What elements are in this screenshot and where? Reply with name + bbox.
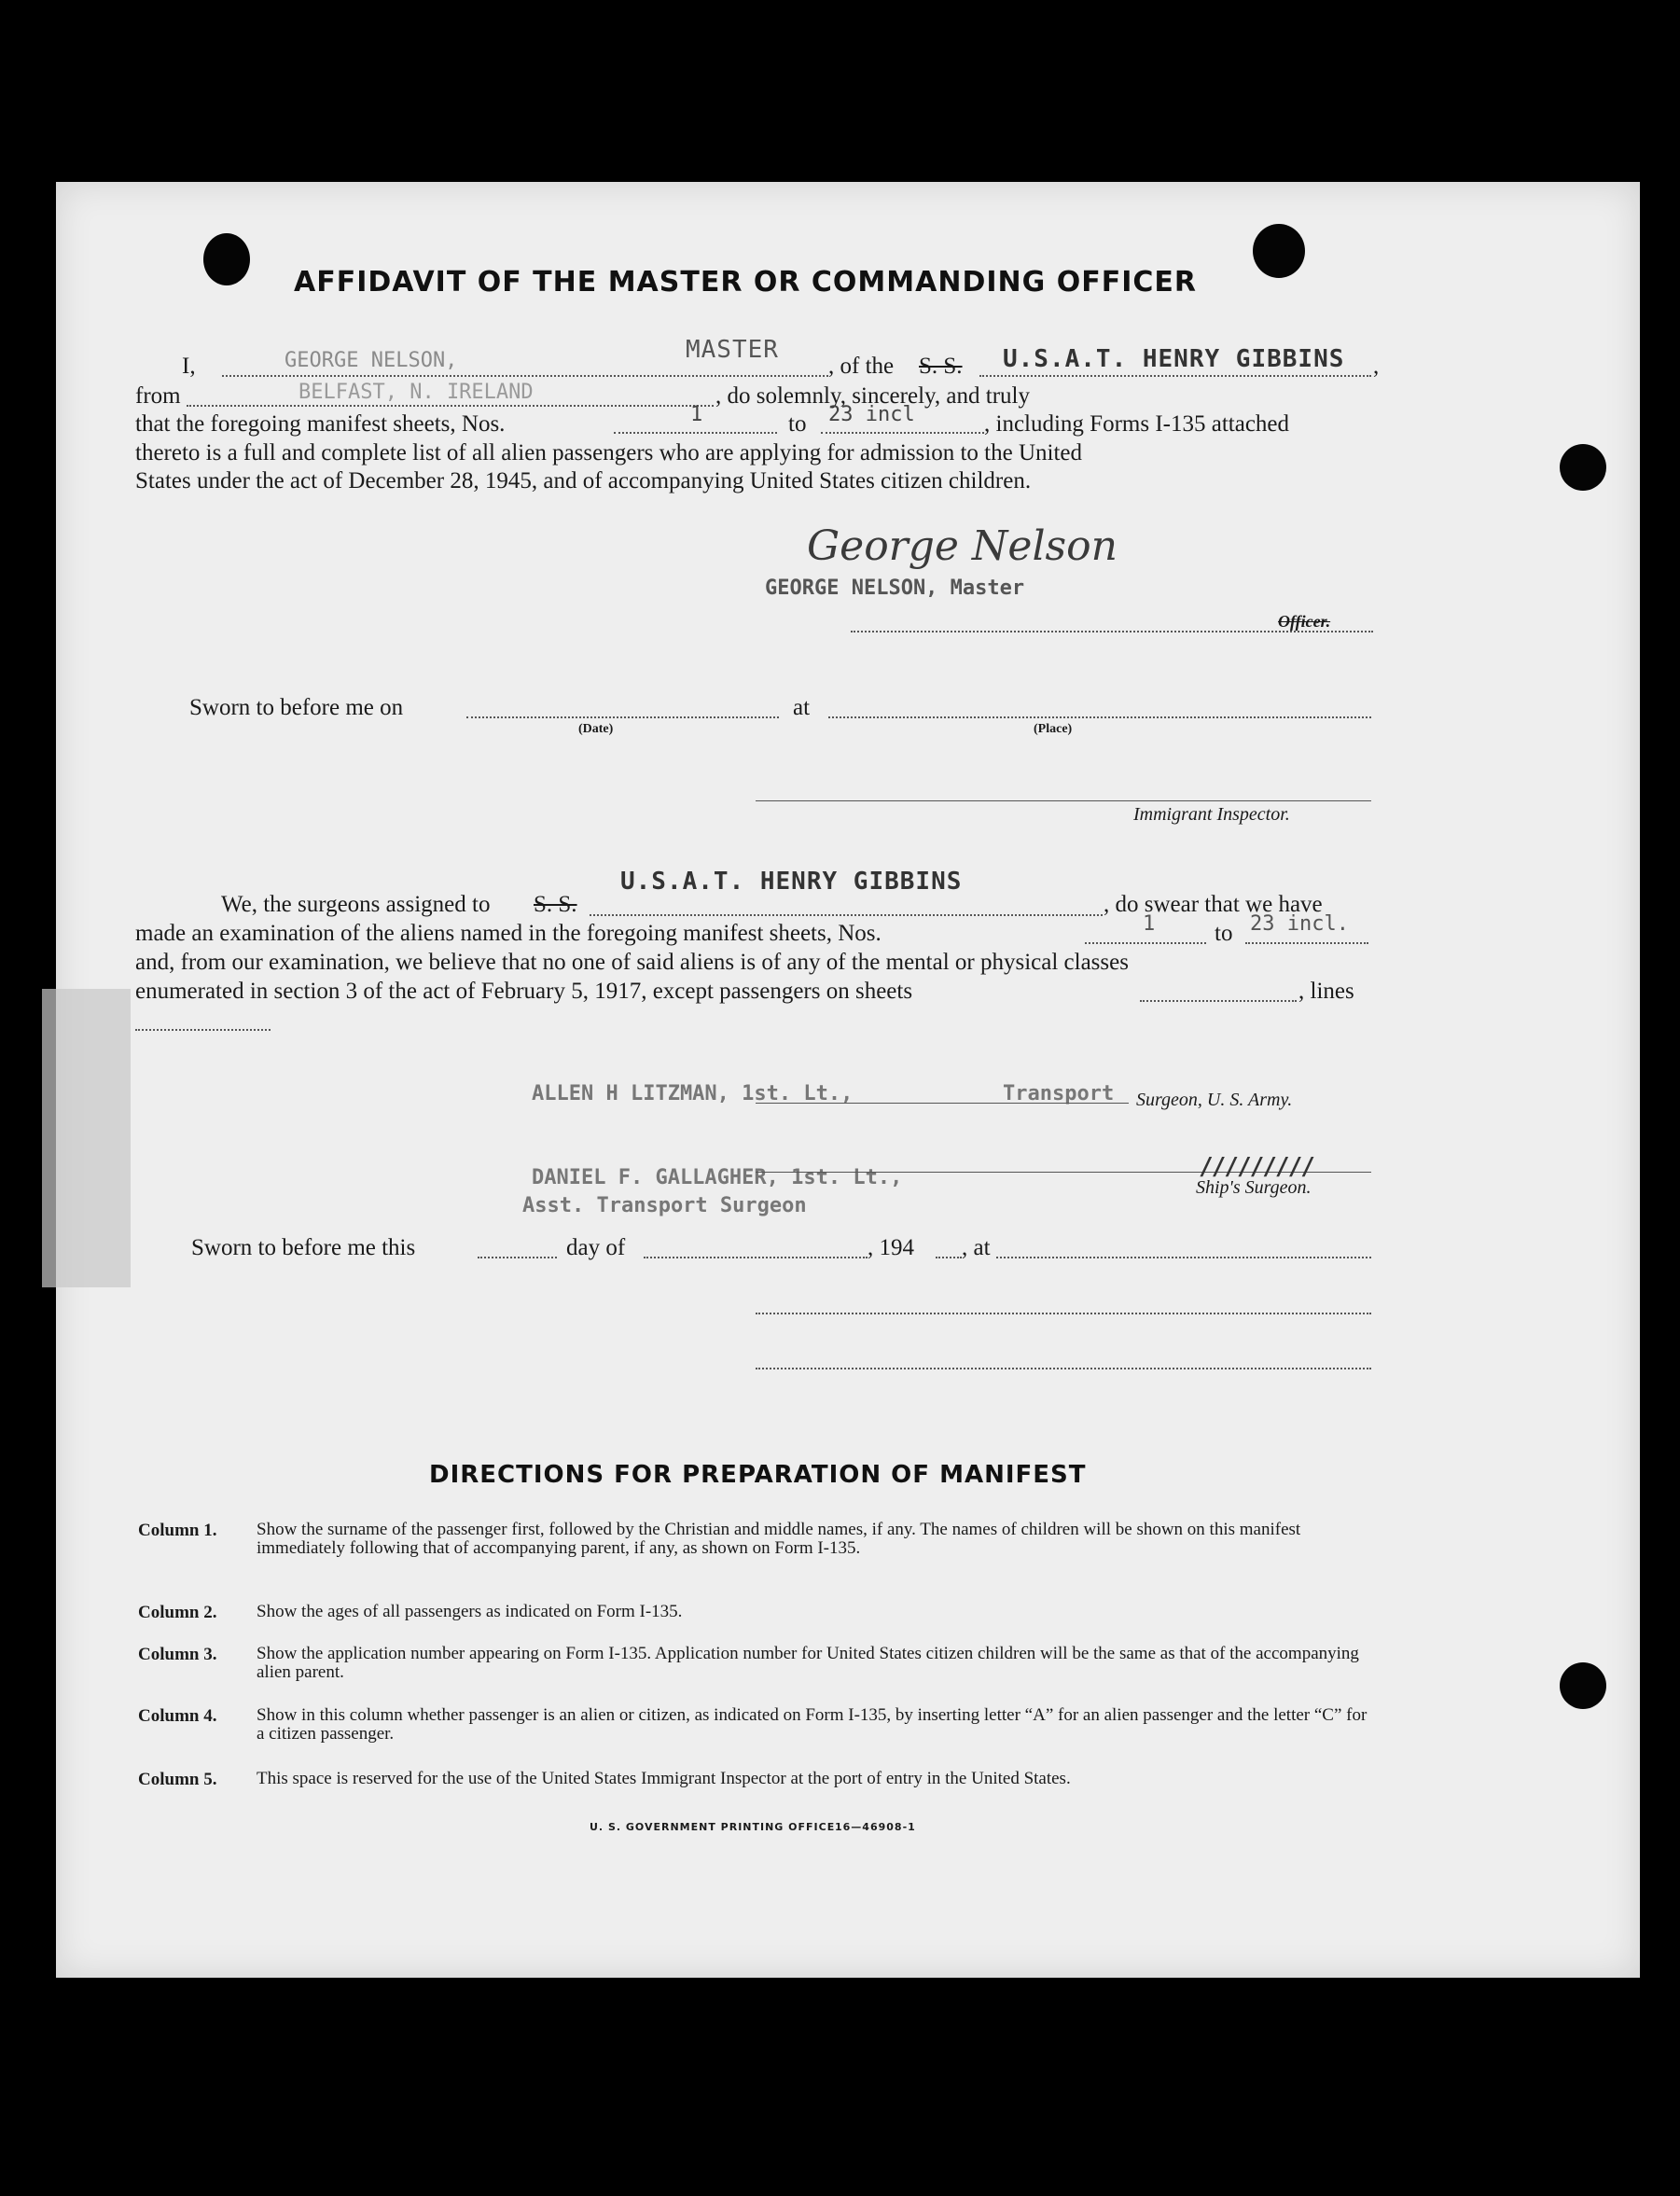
surgeons-from-line <box>1085 942 1206 944</box>
lines-continuation <box>135 1029 271 1031</box>
surgeons-line4: enumerated in section 3 of the act of February 5, 1917, except passengers on sheets <box>135 979 913 1004</box>
punch-hole-top-right <box>1253 224 1305 278</box>
except-sheets-line <box>1140 1000 1297 1002</box>
master-name: GEORGE NELSON, <box>285 349 458 372</box>
affidavit-line4: thereto is a full and complete list of all alien passengers who are applying for admission to the United <box>135 440 1083 466</box>
from-place-line <box>187 405 714 407</box>
including-forms-text: , including Forms I-135 attached <box>984 411 1290 437</box>
officer-struck: Officer. <box>1278 612 1331 631</box>
surgeon1-caption: Surgeon, U. S. Army. <box>1136 1090 1293 1110</box>
sheet-from: 1 <box>690 403 703 426</box>
printer-footer: U. S. GOVERNMENT PRINTING OFFICE <box>590 1821 836 1833</box>
sworn-at-label: at <box>793 695 811 720</box>
surgeon2-caption: Ship's Surgeon. <box>1196 1177 1312 1198</box>
direction-column5-label: Column 5. <box>138 1770 217 1789</box>
sworn2-sign-line2 <box>756 1368 1371 1369</box>
signer-typed-name: GEORGE NELSON, Master <box>765 577 1025 600</box>
surgeon2-typed-b: Asst. Transport Surgeon <box>522 1194 807 1217</box>
sworn2-at: , at <box>962 1235 991 1260</box>
affidavit-line5: States under the act of December 28, 1945, and of accompanying United States citizen children. <box>135 468 1032 493</box>
direction-column5-text: This space is reserved for the use of the United States Immigrant Inspector at the port of entry in the United States. <box>257 1769 1071 1788</box>
direction-column4-text: Show in this column whether passenger is an alien or citizen, as indicated on Form I-135, by inserting letter “A” for an alien passenger and the letter “C” for a citizen passenger. <box>257 1705 1368 1744</box>
sworn2-day-line <box>478 1257 557 1258</box>
inspector-caption: Immigrant Inspector. <box>1133 804 1290 825</box>
ship-name-line <box>979 375 1371 377</box>
directions-title: DIRECTIONS FOR PREPARATION OF MANIFEST <box>429 1461 1087 1489</box>
solemnly-text: , do solemnly, sincerely, and truly <box>715 383 1030 409</box>
surgeons-ss-struck: S. S. <box>534 892 577 917</box>
paper-scrap <box>42 989 131 1287</box>
master-signature: George Nelson <box>807 522 1118 570</box>
surgeons-sheet-to: 23 incl. <box>1250 912 1349 936</box>
surgeon2-x-marks: ///////// <box>1199 1153 1313 1181</box>
manifest-sheets-text: that the foregoing manifest sheets, Nos. <box>135 411 506 437</box>
of-the-label: , of the <box>828 354 895 379</box>
punch-hole-right-upper <box>1560 444 1606 491</box>
surgeons-ship-stamp: U.S.A.T. HENRY GIBBINS <box>620 868 963 896</box>
form-code: 16—46908-1 <box>835 1821 916 1833</box>
direction-column1-text: Show the surname of the passenger first, followed by the Christian and middle names, if any. The names of children will be shown on this manifest immediately following that of accompanying parent, if any, as shown on Form I-135. <box>257 1520 1301 1558</box>
punch-hole-right-lower <box>1560 1662 1606 1709</box>
sworn2-month-line <box>644 1257 868 1258</box>
surgeons-ship-line <box>590 914 1103 916</box>
line1-comma: , <box>1373 354 1380 379</box>
surgeon1-typed-b: Transport <box>1003 1082 1115 1105</box>
surgeon2-typed: DANIEL F. GALLAGHER, 1st. Lt., <box>532 1166 903 1189</box>
sheet-to-line <box>821 432 984 434</box>
inspector-line <box>756 800 1371 801</box>
i-label: I, <box>182 354 196 379</box>
direction-column2-label: Column 2. <box>138 1603 217 1622</box>
swear-text: , do swear that we have <box>1104 892 1323 917</box>
ship-name-stamp: U.S.A.T. HENRY GIBBINS <box>1003 345 1345 373</box>
lines-label: , lines <box>1298 979 1354 1004</box>
direction-column2-text: Show the ages of all passengers as indicated on Form I-135. <box>257 1602 683 1621</box>
place-caption: (Place) <box>1034 722 1073 736</box>
direction-column3-label: Column 3. <box>138 1645 217 1664</box>
to-label: to <box>788 411 807 437</box>
master-name-line <box>222 375 828 377</box>
master-title-stamp: MASTER <box>686 336 779 364</box>
surgeons-we-label: We, the surgeons assigned to <box>221 892 491 917</box>
sworn2-label: Sworn to before me this <box>191 1235 416 1260</box>
surgeons-to-label: to <box>1215 921 1233 946</box>
direction-column1-label: Column 1. <box>138 1521 217 1540</box>
sworn2-year: , 194 <box>868 1235 914 1260</box>
surgeon1-line <box>756 1103 1129 1104</box>
sworn2-place-line <box>996 1257 1371 1258</box>
ss-struck: S. S. <box>919 354 963 379</box>
sworn-date-line <box>466 716 779 718</box>
sheet-to: 23 incl <box>828 403 915 426</box>
date-caption: (Date) <box>578 722 614 736</box>
sworn2-year-line <box>936 1257 962 1258</box>
affidavit-title: AFFIDAVIT OF THE MASTER OR COMMANDING OFFICER <box>294 266 1197 299</box>
sworn-place-line <box>828 716 1371 718</box>
sheet-from-line <box>614 432 777 434</box>
sworn-before-label: Sworn to before me on <box>189 695 404 720</box>
from-place: BELFAST, N. IRELAND <box>299 381 534 404</box>
surgeon1-typed: ALLEN H LITZMAN, 1st. Lt., <box>532 1082 854 1105</box>
punch-hole-top-left <box>203 233 250 285</box>
direction-column3-text: Show the application number appearing on Form I-135. Application number for United States citizen children will be the same as that of the accompanying alien parent. <box>257 1644 1359 1682</box>
surgeons-to-line <box>1245 942 1368 944</box>
surgeons-line2: made an examination of the aliens named in the foregoing manifest sheets, Nos. <box>135 921 882 946</box>
surgeons-sheet-from: 1 <box>1143 912 1156 936</box>
from-label: from <box>135 383 181 409</box>
direction-column4-label: Column 4. <box>138 1706 217 1726</box>
surgeons-line3: and, from our examination, we believe that no one of said aliens is of any of the mental or physical classes <box>135 950 1129 975</box>
sworn2-day-of: day of <box>566 1235 626 1260</box>
sworn2-sign-line1 <box>756 1313 1371 1314</box>
